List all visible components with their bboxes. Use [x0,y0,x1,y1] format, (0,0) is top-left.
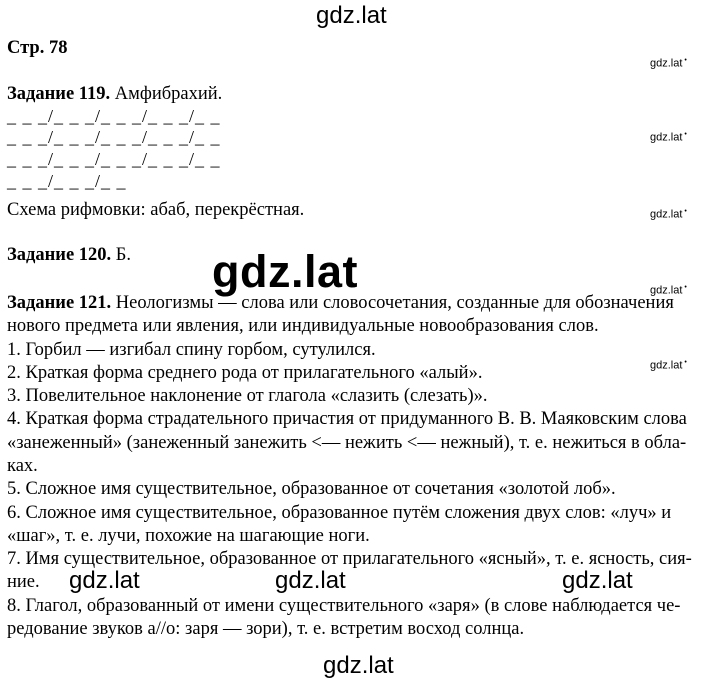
task-121-item: ках. [7,456,38,476]
watermark-bottom: gdz.lat [323,652,394,679]
task-121-item: 2. Краткая форма среднего рода от прилагательного «алый». [7,363,483,383]
task-121-item: 1. Горбил — изгибал спину горбом, сутулился. [7,340,376,360]
watermark-big: gdz.lat [212,246,358,297]
page-label: Стр. 78 [7,38,68,58]
task-121-intro-line: нового предмета или явления, или индивидуальные новообразования слов. [7,316,599,336]
task-119-title: Задание 119. [7,84,111,104]
meter-scheme-line: _ _ _/_ _ _/_ _ _/_ _ _/_ _ [7,106,221,126]
task-121-item: ние. [7,572,40,592]
rhyme-scheme: Схема рифмовки: абаб, перекрёстная. [7,200,305,220]
meter-scheme-line: _ _ _/_ _ _/_ _ _/_ _ _/_ _ [7,127,221,147]
task-119-heading [7,83,222,106]
meter-scheme-line: _ _ _/_ _ _/_ _ [7,171,127,191]
task-121-item: 4. Краткая форма страдательного причастия от придуманного В. В. Маяковским слова [7,409,687,429]
task-120-text: Б. [115,245,132,265]
task-121-item: 6. Сложное имя существительное, образованное путём сложения двух слов: «луч» и [7,503,672,523]
watermark-row: gdz.lat [69,567,140,594]
task-121-title: Задание 121. [7,293,112,313]
task-120-title: Задание 120. [7,245,112,265]
watermark-row: gdz.lat [275,567,346,594]
meter-scheme-line: _ _ _/_ _ _/_ _ _/_ _ _/_ _ [7,149,221,169]
task-121-item: 5. Сложное имя существительное, образованное от сочетания «золотой лоб». [7,479,616,499]
task-121-item: редование звуков а//о: заря — зори), т. е. встретим восход солнца. [7,619,525,639]
task-121-item: 7. Имя существительное, образованное от прилагательного «ясный», т. е. ясность, сия- [7,549,692,569]
watermark-top: gdz.lat [316,2,387,29]
watermark-small: gdz.lat • [650,359,687,372]
task-120 [7,244,131,267]
watermark-row: gdz.lat [562,567,633,594]
task-121-item: «шаг», т. е. лучи, похожие на шагающие ноги. [7,526,370,546]
task-119-text: Амфибрахий. [114,84,223,104]
watermark-small: gdz.lat • [650,208,687,221]
watermark-small: gdz.lat • [650,284,687,297]
watermark-small: gdz.lat • [650,131,687,144]
task-121-item: 3. Повелительное наклонение от глагола «слазить (слезать)». [7,386,488,406]
task-121-item: «занеженный» (занеженный занежить <— нежить <— нежный), т. е. нежиться в обла- [7,433,687,453]
task-121-intro: Неологизмы — слова или словосочетания, созданные для обозначения [115,293,674,313]
task-121-item: 8. Глагол, образованный от имени существительного «заря» (в слове наблюдается че- [7,596,681,616]
watermark-small: gdz.lat • [650,57,687,70]
task-121-heading [7,292,674,315]
